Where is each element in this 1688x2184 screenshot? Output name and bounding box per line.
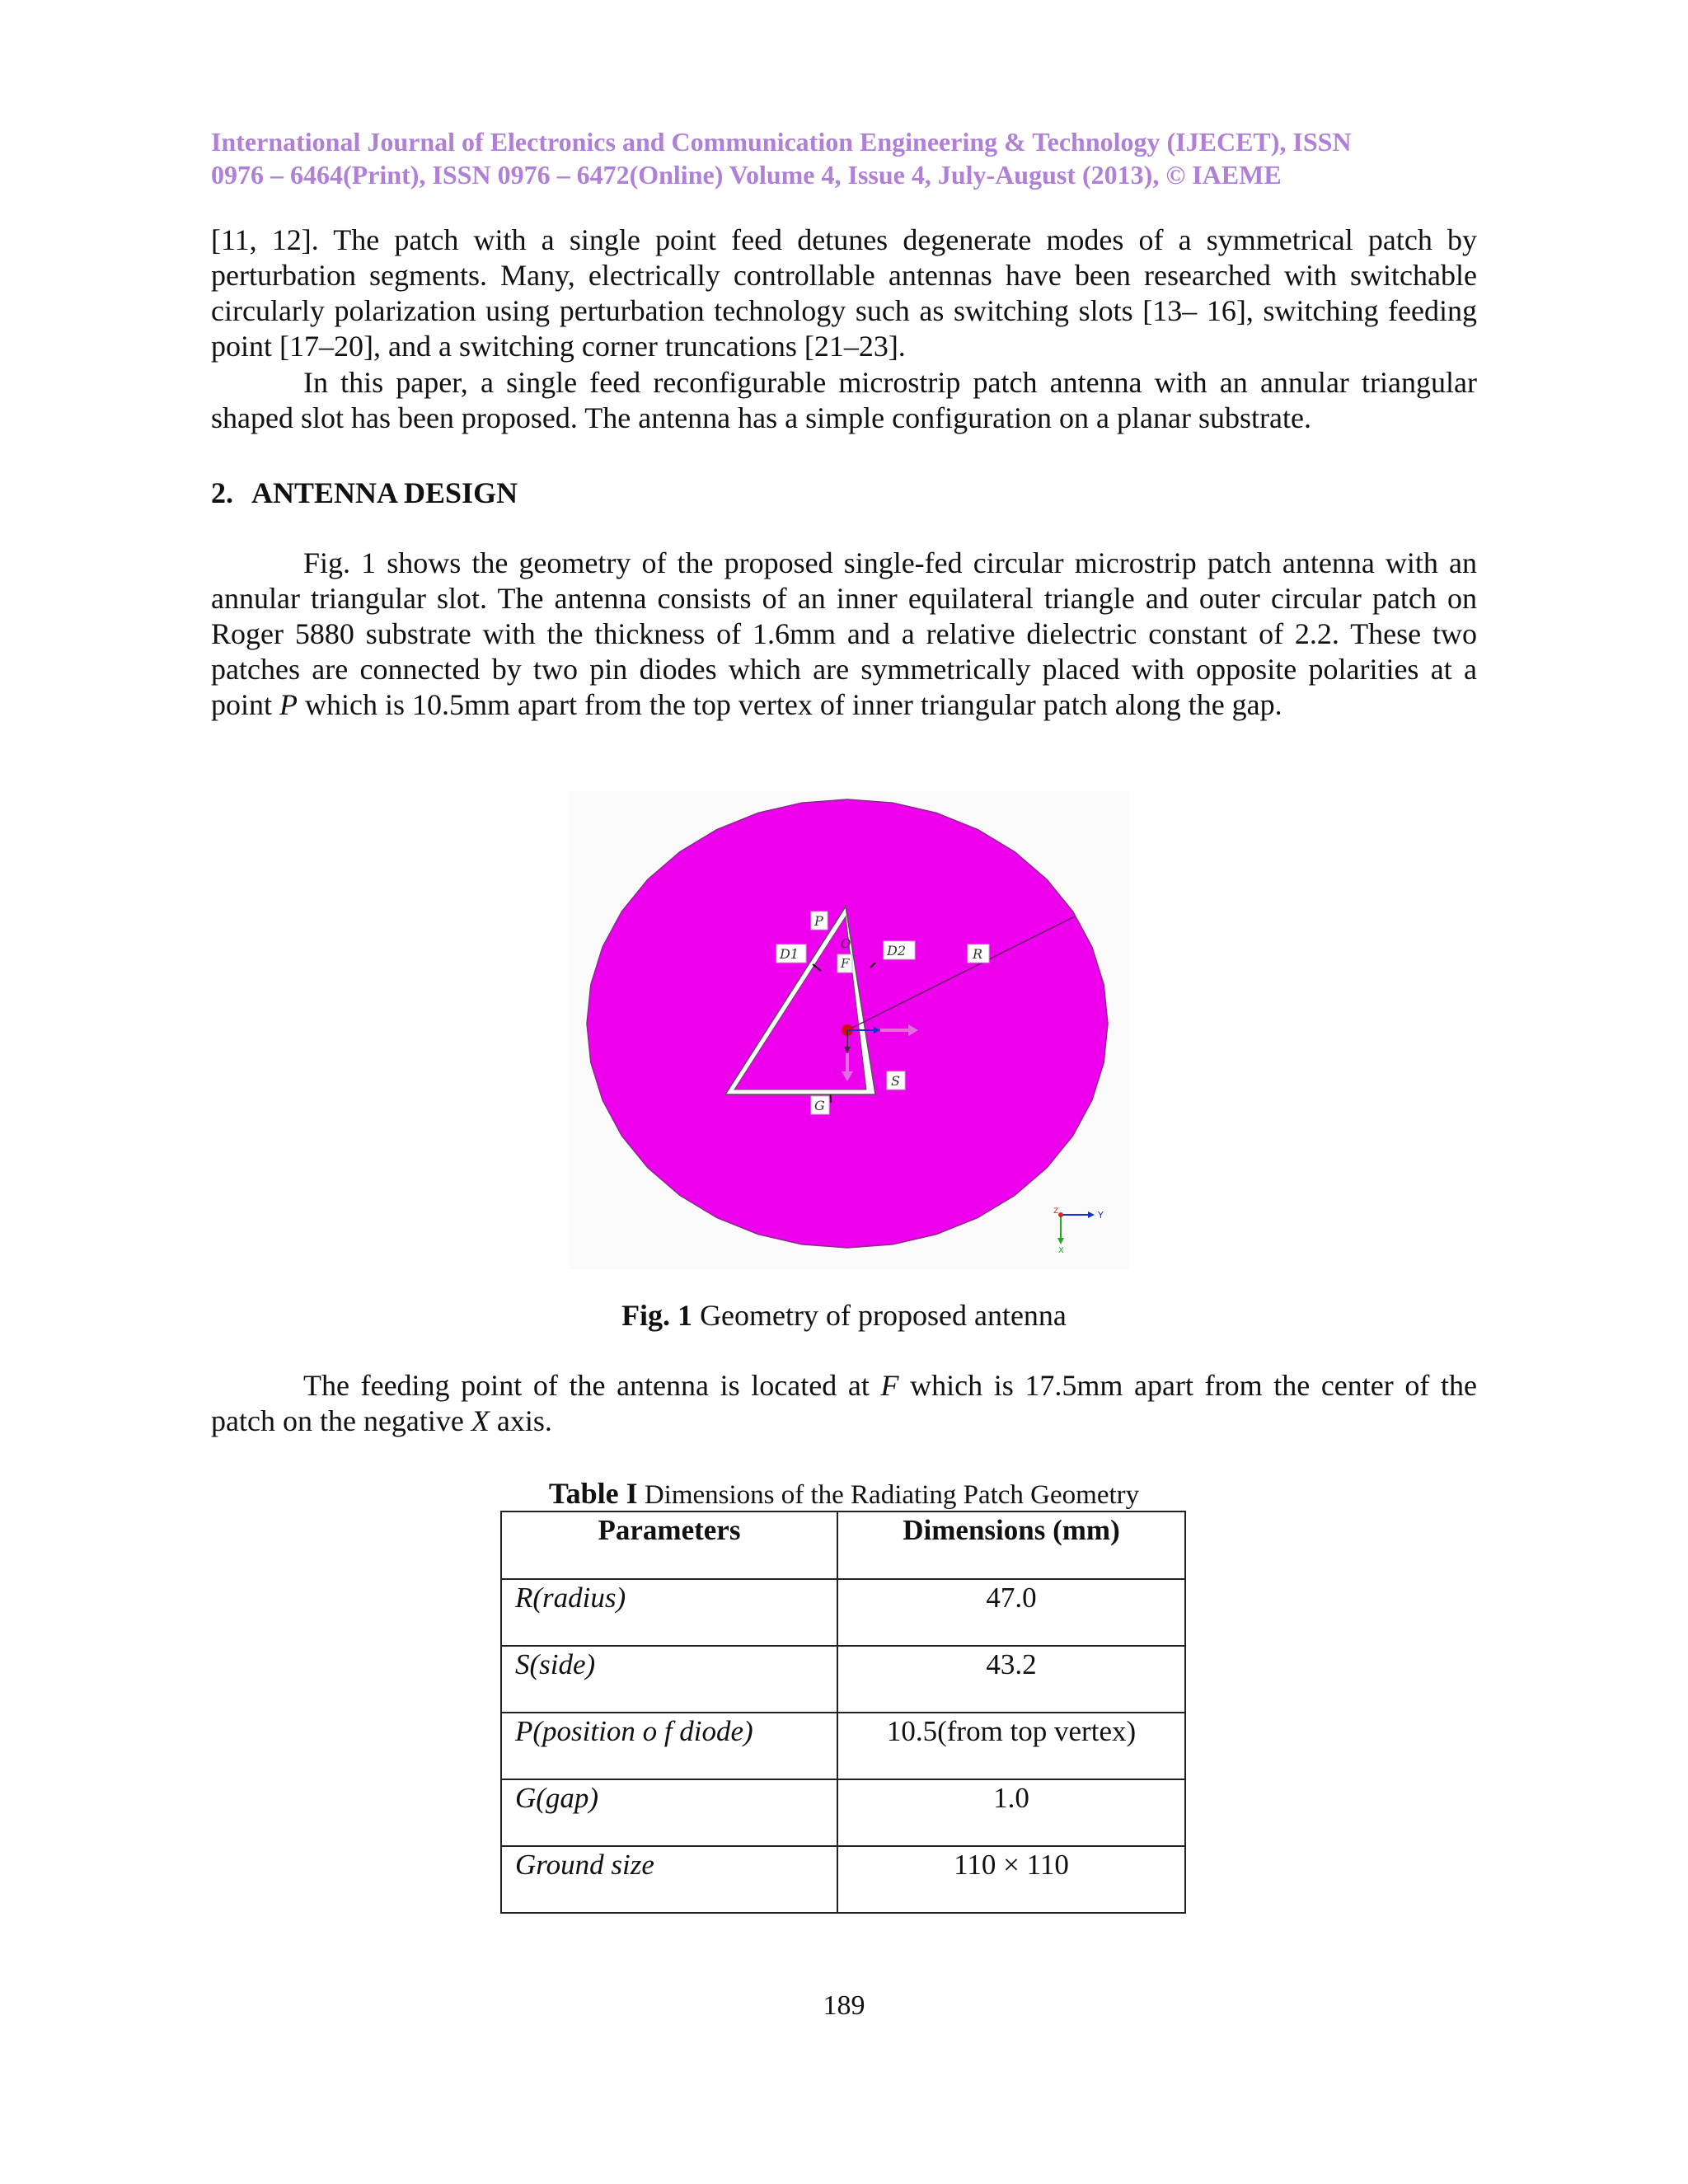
label-d2: D2 [887, 943, 907, 958]
feed-paragraph-var-x: X [471, 1404, 490, 1437]
table-cell-value: 1.0 [837, 1779, 1185, 1846]
journal-header [211, 125, 1477, 191]
table-cell-value: 47.0 [837, 1579, 1185, 1646]
table-caption [0, 1477, 1688, 1511]
table-cell-param: S(side) [501, 1646, 837, 1713]
table-cell-param: Ground size [501, 1846, 837, 1913]
label-r: R [973, 946, 983, 962]
table-cell-param: G(gap) [501, 1779, 837, 1846]
feed-paragraph-text-2: which is 17.5mm apart from the center of the patch on the negative [211, 1369, 1477, 1437]
figure-caption-label: Fig. 1 [621, 1299, 693, 1332]
intro-paragraph-2: In this paper, a single feed reconfigurable microstrip patch antenna with an annular triangular shaped slot has been proposed. The antenna has a simple configuration on a planar substrate. [211, 366, 1477, 434]
table-cell-value: 43.2 [837, 1646, 1185, 1713]
intro-paragraph-1: [11, 12]. The patch with a single point feed detunes degenerate modes of a symmetrical patch by perturbation segments. Many, electrically controllable antennas have been researched with switchable circularly polarization using perturbation technology such as switching slots [13– 16], switching feeding point [17–20], and a switching corner truncations [21–23]. [211, 223, 1477, 363]
feed-paragraph-var-f: F [880, 1369, 899, 1402]
triad-z-axis [1058, 1212, 1063, 1217]
label-f: F [841, 956, 850, 971]
table-header-row [501, 1511, 1185, 1579]
dimensions-table [500, 1511, 1186, 1914]
section-title: ANTENNA DESIGN [251, 476, 518, 509]
section-heading [211, 475, 518, 511]
antenna-diagram [569, 791, 1129, 1269]
label-g: G [814, 1098, 825, 1113]
table-caption-text: Dimensions of the Radiating Patch Geometry [637, 1480, 1140, 1510]
figure-caption-text: Geometry of proposed antenna [692, 1299, 1067, 1332]
table-row [501, 1846, 1185, 1913]
triad-y-label: Y [1098, 1210, 1104, 1221]
table-cell-value: 10.5(from top vertex) [837, 1713, 1185, 1779]
design-paragraph-text-2: which is 10.5mm apart from the top vertex of inner triangular patch along the gap. [298, 688, 1282, 721]
section-number: 2. [211, 476, 233, 509]
label-p: P [814, 913, 823, 929]
journal-header-line1: International Journal of Electronics and Communication Engineering & Technology (IJECET), ISSN [211, 127, 1352, 157]
feed-paragraph-text-3: axis. [489, 1404, 552, 1437]
design-paragraph [211, 546, 1477, 723]
table-row [501, 1579, 1185, 1646]
table-cell-param: P(position o f diode) [501, 1713, 837, 1779]
journal-header-line2: 0976 – 6464(Print), ISSN 0976 – 6472(Online) Volume 4, Issue 4, July-August (2013), © IAEME [211, 160, 1282, 190]
triad-z-label: Z [1053, 1207, 1059, 1216]
table-caption-label: Table I [548, 1477, 638, 1510]
table-row [501, 1779, 1185, 1846]
table-cell-param: R(radius) [501, 1579, 837, 1646]
design-paragraph-text-1: Fig. 1 shows the geometry of the proposed single-fed circular microstrip patch antenna with an annular triangular slot. The antenna consists of an inner equilateral triangle and outer circular patch on Roger 5880 substrate with the thickness of 1.6mm and a relative dielectric constant of 2.2. These two patches are connected by two pin diodes which are symmetrically placed with opposite polarities at a point [211, 546, 1477, 721]
table-header-dimensions: Dimensions (mm) [837, 1511, 1185, 1579]
page-number: 189 [823, 1990, 865, 2021]
feed-paragraph [211, 1368, 1477, 1439]
label-d1: D1 [780, 946, 799, 962]
figure-antenna-geometry [569, 791, 1129, 1269]
figure-caption [0, 1297, 1688, 1333]
triad-x-label: X [1058, 1246, 1064, 1255]
table-row [501, 1646, 1185, 1713]
design-paragraph-var-p: P [279, 688, 298, 721]
label-s: S [891, 1073, 900, 1089]
table-header-parameters: Parameters [501, 1511, 837, 1579]
table-row [501, 1713, 1185, 1779]
table-cell-value: 110 × 110 [837, 1846, 1185, 1913]
label-o: O [841, 936, 851, 951]
feed-paragraph-text-1: The feeding point of the antenna is located at [303, 1369, 881, 1402]
